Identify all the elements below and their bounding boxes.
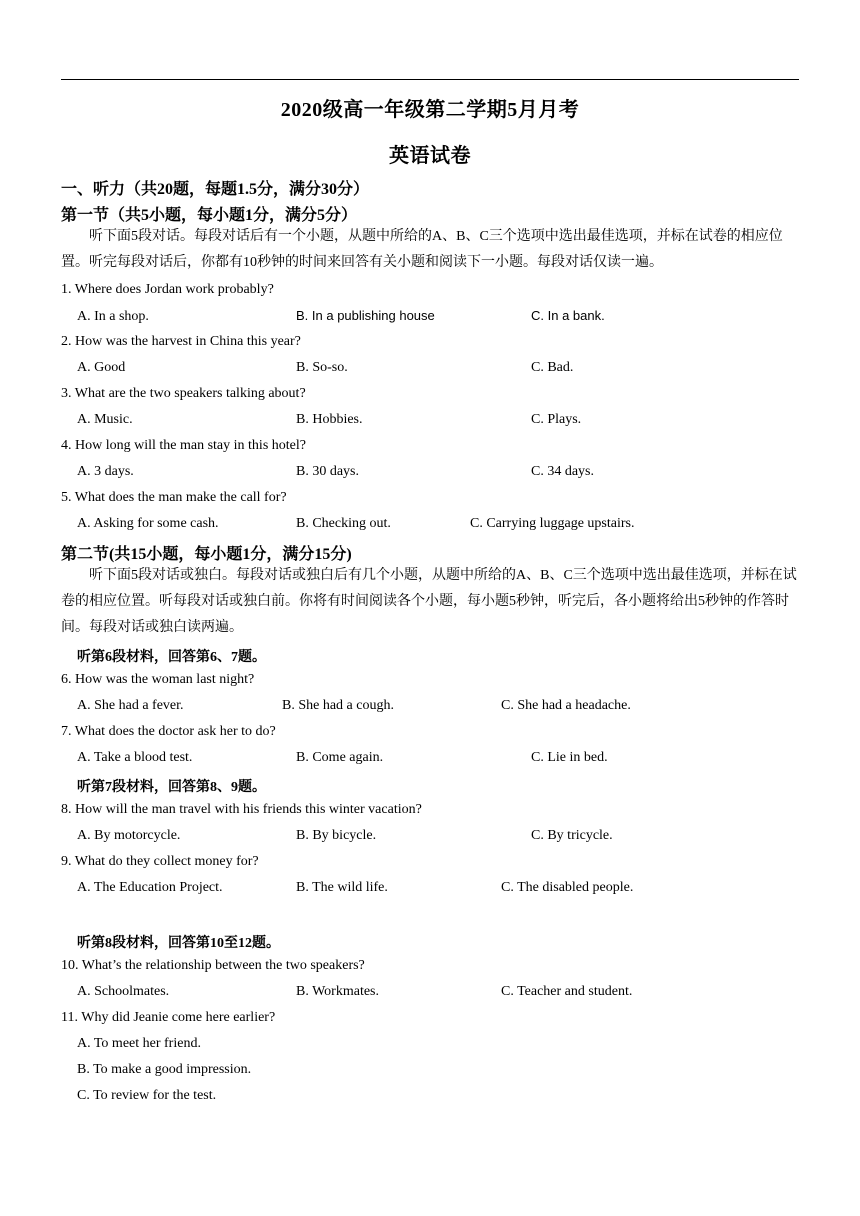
question-3: 3. What are the two speakers talking about?	[61, 386, 306, 401]
q10-option-a: A. Schoolmates.	[77, 984, 170, 999]
q2-option-b: B. So-so.	[296, 360, 348, 375]
q9-option-b: B. The wild life.	[296, 880, 388, 895]
q7-option-b: B. Come again.	[296, 750, 384, 765]
q10-option-c: C. Teacher and student.	[501, 984, 633, 999]
q11-option-a: A. To meet her friend.	[77, 1036, 201, 1051]
q5-option-c: C. Carrying luggage upstairs.	[470, 516, 635, 531]
exam-title: 2020级高一年级第二学期5月月考	[280, 99, 580, 121]
q5-option-a: A. Asking for some cash.	[77, 516, 219, 531]
question-4: 4. How long will the man stay in this hotel?	[61, 438, 306, 453]
q3-option-c: C. Plays.	[531, 412, 582, 427]
q1-option-c-label	[531, 308, 605, 323]
question-1: 1. Where does Jordan work probably?	[61, 282, 274, 297]
q1-option-a: A. In a shop.	[77, 309, 149, 324]
q1-option-c: C. In a bank.	[531, 308, 605, 323]
q3-option-b: B. Hobbies.	[296, 412, 363, 427]
section2-heading: 第二节(共15小题，每小题1分，满分15分)	[61, 546, 352, 563]
q1-option-a-label	[77, 308, 149, 325]
q10-option-b: B. Workmates.	[296, 984, 379, 999]
material7-note: 听第7段材料，回答第8、9题。	[77, 780, 266, 795]
q7-option-c: C. Lie in bed.	[531, 750, 608, 765]
exam-subtitle: 英语试卷	[389, 145, 471, 167]
q6-option-a: A. She had a fever.	[77, 698, 184, 713]
q8-option-a: A. By motorcycle.	[77, 828, 181, 843]
question-9: 9. What do they collect money for?	[61, 854, 259, 869]
q4-option-c: C. 34 days.	[531, 464, 594, 479]
question-11: 11. Why did Jeanie come here earlier?	[61, 1010, 276, 1025]
q2-option-a: A. Good	[77, 360, 126, 375]
q4-option-b: B. 30 days.	[296, 464, 359, 479]
q9-option-a: A. The Education Project.	[77, 880, 223, 895]
part1-heading: 一、听力（共20题，每题1.5分，满分30分）	[61, 181, 370, 198]
q2-option-c: C. Bad.	[531, 360, 574, 375]
question-10: 10. What’s the relationship between the two speakers?	[61, 958, 365, 973]
material6-note: 听第6段材料，回答第6、7题。	[77, 650, 266, 665]
section1-heading: 第一节（共5小题，每小题1分，满分5分）	[61, 207, 358, 224]
question-6: 6. How was the woman last night?	[61, 672, 255, 687]
q1-option-b-label	[296, 308, 435, 323]
q6-option-b: B. She had a cough.	[282, 698, 394, 713]
question-7: 7. What does the doctor ask her to do?	[61, 724, 276, 739]
header-rule	[61, 79, 799, 80]
q8-option-b: B. By bicycle.	[296, 828, 377, 843]
q3-option-a: A. Music.	[77, 412, 133, 427]
q11-option-c: C. To review for the test.	[77, 1088, 217, 1103]
q6-option-c: C. She had a headache.	[501, 698, 631, 713]
question-5: 5. What does the man make the call for?	[61, 490, 287, 505]
q4-option-a: A. 3 days.	[77, 464, 134, 479]
q7-option-a: A. Take a blood test.	[77, 750, 193, 765]
q1-option-b: B. In a publishing house	[296, 308, 435, 323]
material8-note: 听第8段材料，回答第10至12题。	[77, 936, 280, 951]
q9-option-c: C. The disabled people.	[501, 880, 634, 895]
question-8: 8. How will the man travel with his friends this winter vacation?	[61, 802, 422, 817]
section1-instructions: 听下面5段对话。每段对话后有一个小题，从题中所给的A、B、C三个选项中选出最佳选项，并标在试卷的相应位置。听完每段对话后，你都有10秒钟的时间来回答有关小题和阅读下一小题。每段对话仅读一遍。	[61, 229, 783, 270]
q11-option-b: B. To make a good impression.	[77, 1062, 252, 1077]
section2-instructions: 听下面5段对话或独白。每段对话或独白后有几个小题，从题中所给的A、B、C三个选项中选出最佳选项，并标在试卷的相应位置。听每段对话或独白前。你将有时间阅读各个小题，每小题5秒钟，听完后，各小题将给出5秒钟的作答时间。每段对话或独白读两遍。	[61, 568, 797, 635]
q8-option-c: C. By tricycle.	[531, 828, 613, 843]
question-2: 2. How was the harvest in China this year?	[61, 334, 301, 349]
q5-option-b: B. Checking out.	[296, 516, 391, 531]
